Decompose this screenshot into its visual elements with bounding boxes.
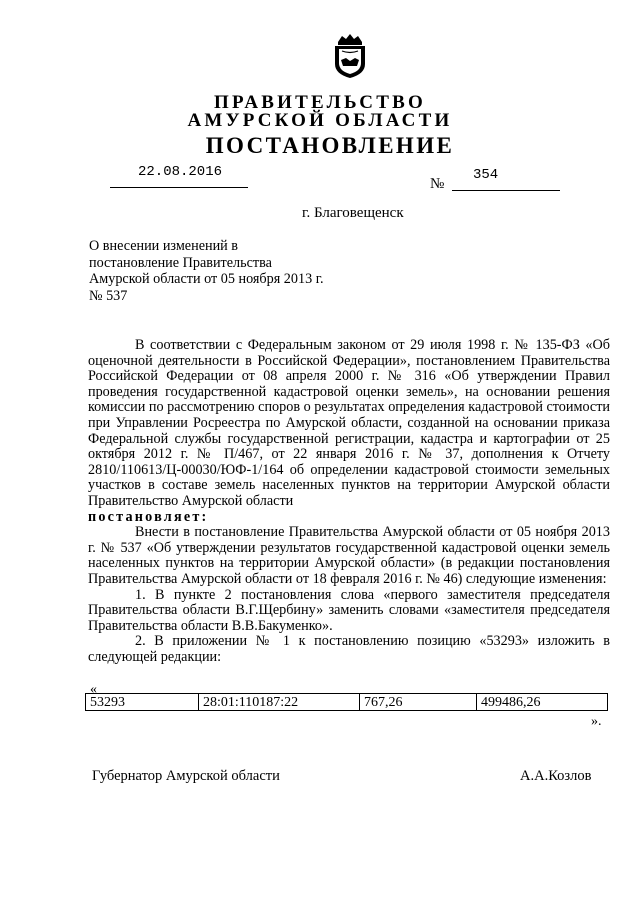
document-number: 354 xyxy=(473,167,499,183)
quote-close: ». xyxy=(591,714,602,729)
cell-cadastral-number: 28:01:110187:22 xyxy=(199,694,360,711)
preamble-paragraph: В соответствии с Федеральным законом от 29 июля 1998 г. № 135-ФЗ «Об оценочной деятельности в Российской Федерации», постановлением Правительства Российской Федерации от 08 апреля 2000 г. № 316 «Об утверждении Правил проведения государственной кадастровой оценки земель», на основании решения комиссии по рассмотрению споров о результатах определения кадастровой стоимости при Управлении Росреестра по Амурской области, созданной на основании приказа Федеральной службы государственной регистрации, кадастра и картографии от 25 октября 2012 г. № П/467, от 22 января 2016 г. № 37, дополнения к Отчету 2810/110613/Ц-00030/ЮФ-1/164 об определении кадастровой стоимости земельных участков в составе земель населенных пунктов на территории Амурской области Правительство Амурской области xyxy=(88,337,610,509)
signatory-name: А.А.Козлов xyxy=(520,768,592,784)
attachment-table xyxy=(85,693,608,711)
number-sign: № xyxy=(430,176,445,192)
intro-paragraph: Внести в постановление Правительства Амурской области от 05 ноября 2013 г. № 537 «Об утверждении результатов государственной кадастровой оценки земель населенных пунктов на территории Амурской области» (в редакции постановления Правительства Амурской области от 18 февраля 2016 г. № 46) следующие изменения: xyxy=(88,524,610,587)
number-underline xyxy=(452,190,560,191)
cell-position: 53293 xyxy=(86,694,199,711)
cell-cadastral-value: 499486,26 xyxy=(477,694,608,711)
document-subject: О внесении изменений в постановление Правительства Амурской области от 05 ноября 2013 г. № 537 xyxy=(89,238,324,304)
resolves-heading: постановляет: xyxy=(88,508,209,525)
city: г. Благовещенск xyxy=(302,205,404,221)
item-1-paragraph: 1. В пункте 2 постановления слова «первого заместителя председателя Правительства области В.Г.Щербину» заменить словами «заместителя председателя Правительства области В.В.Бакуменко». xyxy=(88,586,610,634)
item-2-paragraph: 2. В приложении № 1 к постановлению позицию «53293» изложить в следующей редакции: xyxy=(88,633,610,665)
issuer-title-line2: АМУРСКОЙ ОБЛАСТИ xyxy=(187,110,453,131)
date-underline xyxy=(110,187,248,188)
quote-open: « xyxy=(90,682,97,697)
document-date: 22.08.2016 xyxy=(138,164,223,180)
issuer-title-line1: ПРАВИТЕЛЬСТВО xyxy=(214,92,426,113)
cell-area: 767,26 xyxy=(360,694,477,711)
document-type-heading: ПОСТАНОВЛЕНИЕ xyxy=(205,133,455,158)
signatory-title: Губернатор Амурской области xyxy=(92,768,280,784)
table-row xyxy=(86,694,608,711)
coat-of-arms-emblem xyxy=(330,30,370,80)
document-body xyxy=(88,338,610,665)
